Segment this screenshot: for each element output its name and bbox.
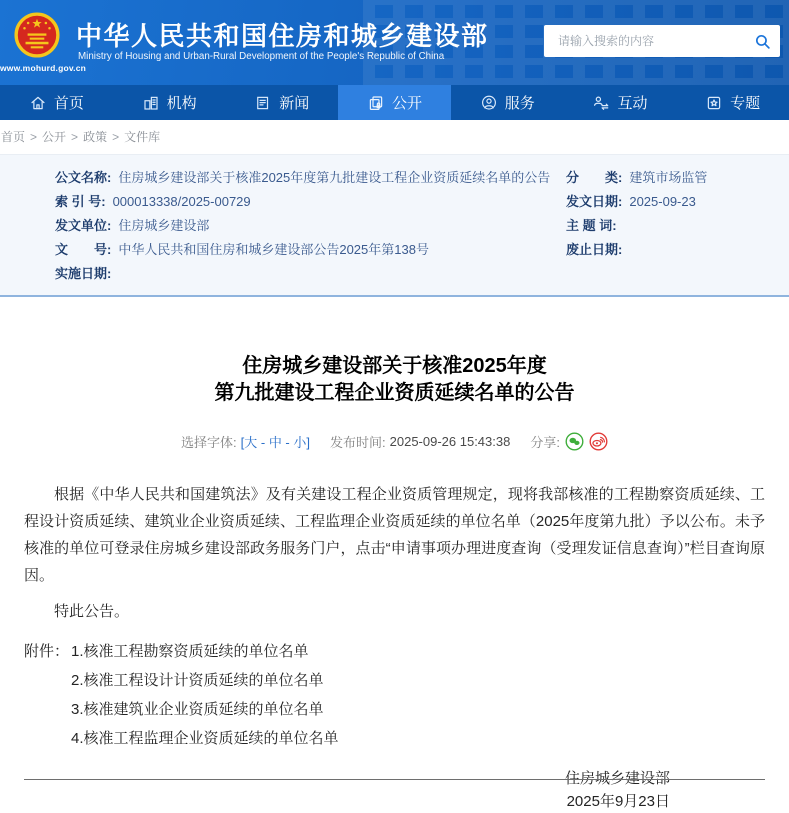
attachment-row <box>24 642 765 662</box>
publish-time-label: 发布时间: <box>330 435 386 450</box>
nav-item-label: 互动 <box>617 95 648 112</box>
meta-value: 建筑市场监管 <box>629 170 708 185</box>
wechat-share-icon[interactable] <box>565 432 584 451</box>
breadcrumb-separator: > <box>112 130 120 144</box>
meta-column-left <box>0 168 551 288</box>
service-icon <box>480 94 498 112</box>
meta-value: 000013338/2025-00729 <box>112 194 251 209</box>
article-closing: 特此公告。 <box>54 603 130 620</box>
meta-value: 中华人民共和国住房和城乡建设部公告2025年第138号 <box>118 242 429 257</box>
search-input[interactable] <box>544 34 744 48</box>
article-title <box>24 297 765 407</box>
signature-org: 住房城乡建设部 <box>564 770 670 787</box>
article-title-line2: 第九批建设工程企业资质延续名单的公告 <box>214 382 575 404</box>
meta-column-right <box>538 168 789 288</box>
nav-item-news[interactable] <box>225 85 338 120</box>
meta-label: 废止日期: <box>566 242 623 257</box>
nav-item-label: 专题 <box>730 95 761 112</box>
nav-item-label: 服务 <box>504 95 535 112</box>
breadcrumb-home[interactable]: 首页 <box>1 130 26 144</box>
main-nav <box>0 85 789 120</box>
breadcrumb <box>0 120 789 155</box>
meta-value: 住房城乡建设部关于核准2025年度第九批建设工程企业资质延续名单的公告 <box>118 170 551 185</box>
article-title-line1: 住房城乡建设部关于核准2025年度 <box>242 355 547 377</box>
home-icon <box>29 94 47 112</box>
special-topic-icon <box>705 94 723 112</box>
meta-row-doc-name <box>55 168 551 187</box>
nav-item-label: 首页 <box>53 95 84 112</box>
meta-value: 住房城乡建设部 <box>118 218 210 233</box>
breadcrumb-library[interactable]: 文件库 <box>124 130 161 144</box>
weibo-share-icon[interactable] <box>589 432 608 451</box>
disclosure-icon <box>367 94 385 112</box>
article-meta-bar <box>24 432 765 451</box>
meta-label: 文 号: <box>55 242 112 257</box>
national-emblem-icon <box>13 11 61 59</box>
nav-item-disclosure[interactable] <box>338 85 451 120</box>
meta-row-effective-date <box>55 264 538 283</box>
attachment-link-3[interactable]: 3.核准建筑业企业资质延续的单位名单 <box>71 701 324 718</box>
attachments-label: 附件： <box>24 643 70 660</box>
search-icon <box>754 33 771 50</box>
share-label: 分享: <box>530 435 560 450</box>
nav-item-label: 机构 <box>166 95 197 112</box>
news-icon <box>254 94 272 112</box>
nav-item-special[interactable] <box>676 85 789 120</box>
site-header <box>0 0 789 85</box>
font-size-selector[interactable]: [大 - 中 - 小] <box>240 435 310 450</box>
meta-row-index-number <box>55 192 538 211</box>
attachment-row <box>24 671 765 691</box>
nav-item-interact[interactable] <box>564 85 677 120</box>
meta-row-issue-date <box>566 192 789 211</box>
meta-label: 索 引 号: <box>55 194 106 209</box>
signature-date: 2025年9月23日 <box>566 793 670 810</box>
search-box <box>544 25 780 57</box>
meta-row-subject-words <box>566 216 789 235</box>
footer-divider <box>24 779 765 780</box>
attachments-label-spacer <box>24 700 71 720</box>
nav-item-service[interactable] <box>451 85 564 120</box>
nav-item-home[interactable] <box>0 85 113 120</box>
attachment-link-2[interactable]: 2.核准工程设计计资质延续的单位名单 <box>71 672 324 689</box>
attachments-list <box>24 642 765 749</box>
publish-time: 2025-09-26 15:43:38 <box>389 434 511 449</box>
meta-value: 2025-09-23 <box>629 194 696 209</box>
meta-label: 发文日期: <box>566 194 623 209</box>
meta-label: 公文名称: <box>55 170 112 185</box>
search-button[interactable] <box>744 25 780 57</box>
article-body: 根据《中华人民共和国建筑法》及有关建设工程企业资质管理规定，现将我部核准的工程勘察资质延续、工程设计资质延续、建筑业企业资质延续、工程监理企业资质延续的单位名单（2025年度第九批）予以公布。未予核准的单位可登录住房城乡建设部政务服务门户，点击“申请事项办理进度查询（受理发证信息查询）”栏目查询原因。 <box>24 486 765 584</box>
document-meta-panel <box>0 155 789 297</box>
breadcrumb-separator: > <box>71 130 79 144</box>
meta-label: 主 题 词: <box>566 218 617 233</box>
meta-row-category <box>566 168 789 187</box>
nav-item-label: 新闻 <box>279 95 310 112</box>
meta-row-issuing-unit <box>55 216 538 235</box>
nav-item-org[interactable] <box>113 85 226 120</box>
attachments-label-spacer <box>24 671 71 691</box>
site-subtitle: Ministry of Housing and Urban-Rural Development of the People's Republic of China <box>78 51 445 62</box>
attachment-row <box>24 700 765 720</box>
font-select-label: 选择字体: <box>181 435 237 450</box>
attachments-label-spacer <box>24 729 71 749</box>
site-title: 中华人民共和国住房和城乡建设部 <box>76 21 489 51</box>
attachment-link-1[interactable]: 1.核准工程勘察资质延续的单位名单 <box>71 643 309 660</box>
attachment-link-4[interactable]: 4.核准工程监理企业资质延续的单位名单 <box>71 730 339 747</box>
meta-label: 分 类: <box>566 170 623 185</box>
meta-row-repeal-date <box>566 240 789 259</box>
interact-icon <box>592 94 610 112</box>
nav-item-label: 公开 <box>392 95 423 112</box>
meta-label: 发文单位: <box>55 218 112 233</box>
breadcrumb-disclosure[interactable]: 公开 <box>42 130 67 144</box>
site-url: www.mohurd.gov.cn <box>0 63 87 73</box>
meta-label: 实施日期: <box>55 266 112 281</box>
article-content <box>0 297 789 810</box>
breadcrumb-separator: > <box>30 130 38 144</box>
breadcrumb-policy[interactable]: 政策 <box>83 130 108 144</box>
meta-row-doc-number <box>55 240 538 259</box>
signature-block <box>24 767 765 813</box>
attachment-row <box>24 729 765 749</box>
org-icon <box>142 94 160 112</box>
